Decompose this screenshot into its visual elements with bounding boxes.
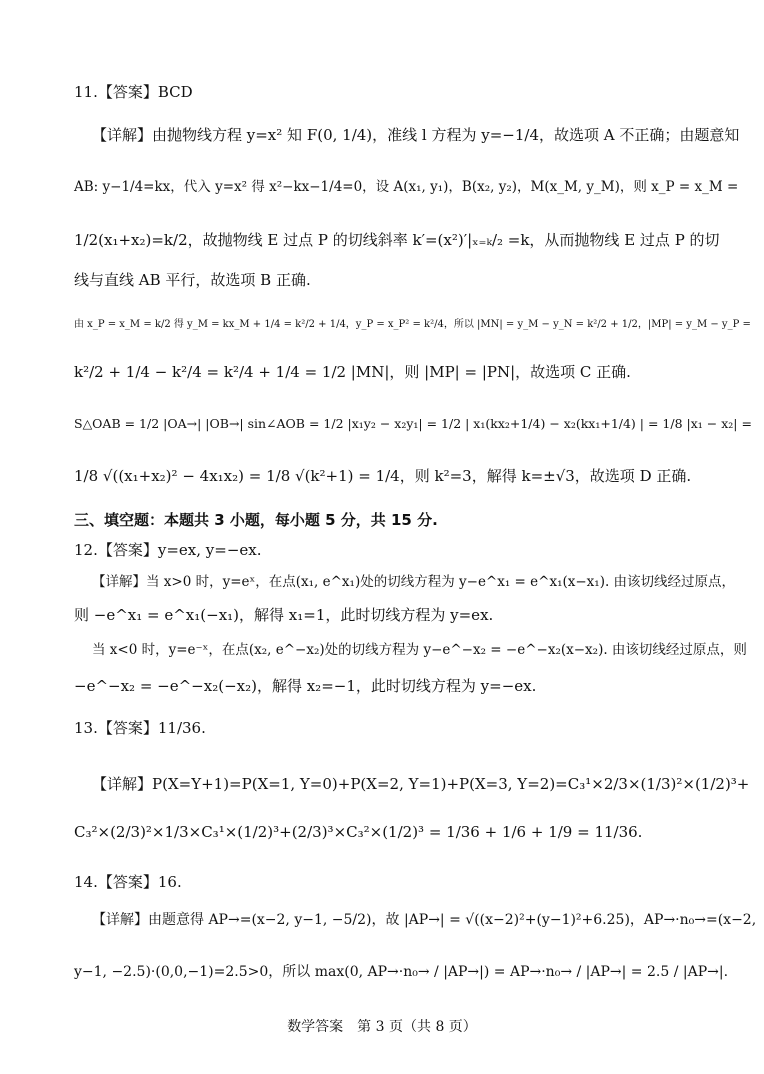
q14-answer: 14.【答案】16. xyxy=(74,873,182,891)
q11-line-3: 1/2(x₁+x₂)=k/2，故抛物线 E 过点 P 的切线斜率 k′=(x²)′|ₓ₌ₖ/₂ =k，从而抛物线 E 过点 P 的切 xyxy=(74,231,720,249)
section-heading: 三、填空题：本题共 3 小题，每小题 5 分，共 15 分. xyxy=(74,511,438,529)
q11-answer: 11.【答案】BCD xyxy=(74,83,193,101)
q12-answer: 12.【答案】y=ex, y=−ex. xyxy=(74,541,262,559)
q14-line-2: y−1, −2.5)·(0,0,−1)=2.5>0，所以 max(0, AP→·n₀→ / |AP→|) = AP→·n₀→ / |AP→| = 2.5 / |AP→|. xyxy=(74,964,729,980)
q13-answer: 13.【答案】11/36. xyxy=(74,719,206,737)
q11-line-7: S△OAB = 1/2 |OA→| |OB→| sin∠AOB = 1/2 |x₁y₂ − x₂y₁| = 1/2 | x₁(kx₂+1/4) − x₂(kx₁+1/4) | = 1/8 |x₁ − x₂| = xyxy=(74,416,752,431)
q14-line-1: 【详解】由题意得 AP→=(x−2, y−1, −5/2)，故 |AP→| = √((x−2)²+(y−1)²+6.25)，AP→·n₀→=(x−2, xyxy=(92,912,757,928)
q12-line-2: 则 −e^x₁ = e^x₁(−x₁)，解得 x₁=1，此时切线方程为 y=ex. xyxy=(74,606,494,624)
q11-line-5: 由 x_P = x_M = k/2 得 y_M = kx_M + 1/4 = k²/2 + 1/4，y_P = x_P² = k²/4，所以 |MN| = y_M − y_N = k²/2 + 1/2，|MP| = y_M − y_P = xyxy=(74,319,751,330)
q12-line-1: 【详解】当 x>0 时，y=eˣ，在点(x₁, e^x₁)处的切线方程为 y−e^x₁ = e^x₁(x−x₁). 由该切线经过原点， xyxy=(92,574,736,590)
q11-line-8: 1/8 √((x₁+x₂)² − 4x₁x₂) = 1/8 √(k²+1) = 1/4，则 k²=3，解得 k=±√3，故选项 D 正确. xyxy=(74,467,692,485)
q11-line-4: 线与直线 AB 平行，故选项 B 正确. xyxy=(74,271,311,289)
q12-line-4: −e^−x₂ = −e^−x₂(−x₂)，解得 x₂=−1，此时切线方程为 y=−ex. xyxy=(74,677,537,695)
q11-line-2: AB: y−1/4=kx，代入 y=x² 得 x²−kx−1/4=0，设 A(x₁, y₁)，B(x₂, y₂)，M(x_M, y_M)，则 x_P = x_M = xyxy=(74,179,739,195)
q11-line-6: k²/2 + 1/4 − k²/4 = k²/4 + 1/4 = 1/2 |MN|，则 |MP| = |PN|，故选项 C 正确. xyxy=(74,363,631,381)
q11-line-1: 【详解】由抛物线方程 y=x² 知 F(0, 1/4)，准线 l 方程为 y=−1/4，故选项 A 不正确；由题意知 xyxy=(92,126,740,144)
q12-line-3: 当 x<0 时，y=e⁻ˣ，在点(x₂, e^−x₂)处的切线方程为 y−e^−x₂ = −e^−x₂(x−x₂). 由该切线经过原点，则 xyxy=(92,642,747,658)
page-footer: 数学答案 第 3 页（共 8 页） xyxy=(287,1019,477,1035)
q13-line-2: C₃²×(2/3)²×1/3×C₃¹×(1/2)³+(2/3)³×C₃²×(1/2)³ = 1/36 + 1/6 + 1/9 = 11/36. xyxy=(74,823,643,841)
q13-line-1: 【详解】P(X=Y+1)=P(X=1, Y=0)+P(X=2, Y=1)+P(X=3, Y=2)=C₃¹×2/3×(1/3)²×(1/2)³+ xyxy=(92,775,750,793)
